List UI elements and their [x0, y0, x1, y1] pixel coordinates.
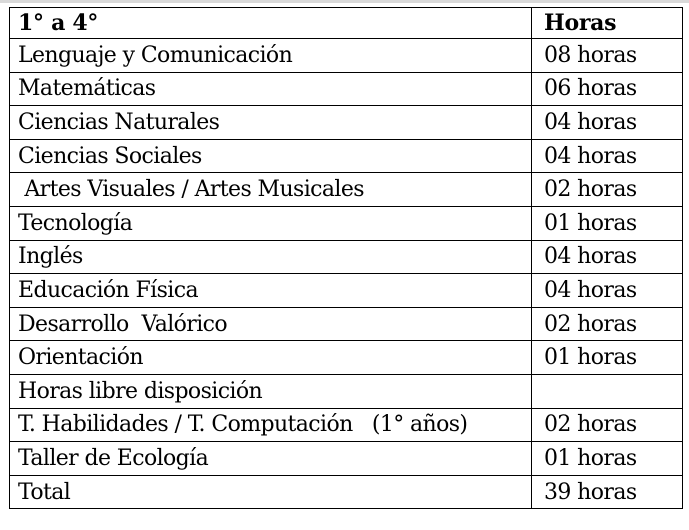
hours-cell: 06 horas — [532, 72, 683, 106]
table-row — [10, 341, 683, 375]
subject-cell: T. Habilidades / T. Computación (1° años) — [10, 408, 532, 442]
hours-cell: 01 horas — [532, 442, 683, 476]
subject-cell: Educación Física — [10, 274, 532, 308]
table-row — [10, 408, 683, 442]
table-row — [10, 72, 683, 106]
subject-cell: Tecnología — [10, 206, 532, 240]
subject-cell: Horas libre disposición — [10, 374, 532, 408]
table-row — [10, 173, 683, 207]
subject-cell: Desarrollo Valórico — [10, 307, 532, 341]
hours-cell: 02 horas — [532, 307, 683, 341]
subject-cell: Inglés — [10, 240, 532, 274]
subject-cell: Matemáticas — [10, 72, 532, 106]
total-hours: 39 horas — [532, 475, 683, 509]
table-row — [10, 39, 683, 73]
hours-cell: 02 horas — [532, 173, 683, 207]
subject-cell: Lenguaje y Comunicación — [10, 39, 532, 73]
table-row — [10, 274, 683, 308]
hours-cell: 02 horas — [532, 408, 683, 442]
hours-cell — [532, 374, 683, 408]
table-row — [10, 206, 683, 240]
hours-cell: 01 horas — [532, 341, 683, 375]
hours-table — [9, 7, 683, 509]
table-row — [10, 240, 683, 274]
total-row — [10, 475, 683, 509]
subject-cell: Orientación — [10, 341, 532, 375]
subject-cell: Taller de Ecología — [10, 442, 532, 476]
hours-cell: 04 horas — [532, 106, 683, 140]
header-hours: Horas — [532, 8, 683, 39]
table-row — [10, 374, 683, 408]
header-grade-range: 1° a 4° — [10, 8, 532, 39]
subject-cell: Ciencias Naturales — [10, 106, 532, 140]
table-row — [10, 106, 683, 140]
table-header-row — [10, 8, 683, 39]
hours-cell: 04 horas — [532, 274, 683, 308]
table-row — [10, 139, 683, 173]
total-label: Total — [10, 475, 532, 509]
hours-cell: 01 horas — [532, 206, 683, 240]
subject-cell: Ciencias Sociales — [10, 139, 532, 173]
table-row — [10, 307, 683, 341]
table-row — [10, 442, 683, 476]
subject-cell: Artes Visuales / Artes Musicales — [10, 173, 532, 207]
hours-cell: 08 horas — [532, 39, 683, 73]
hours-cell: 04 horas — [532, 139, 683, 173]
hours-cell: 04 horas — [532, 240, 683, 274]
